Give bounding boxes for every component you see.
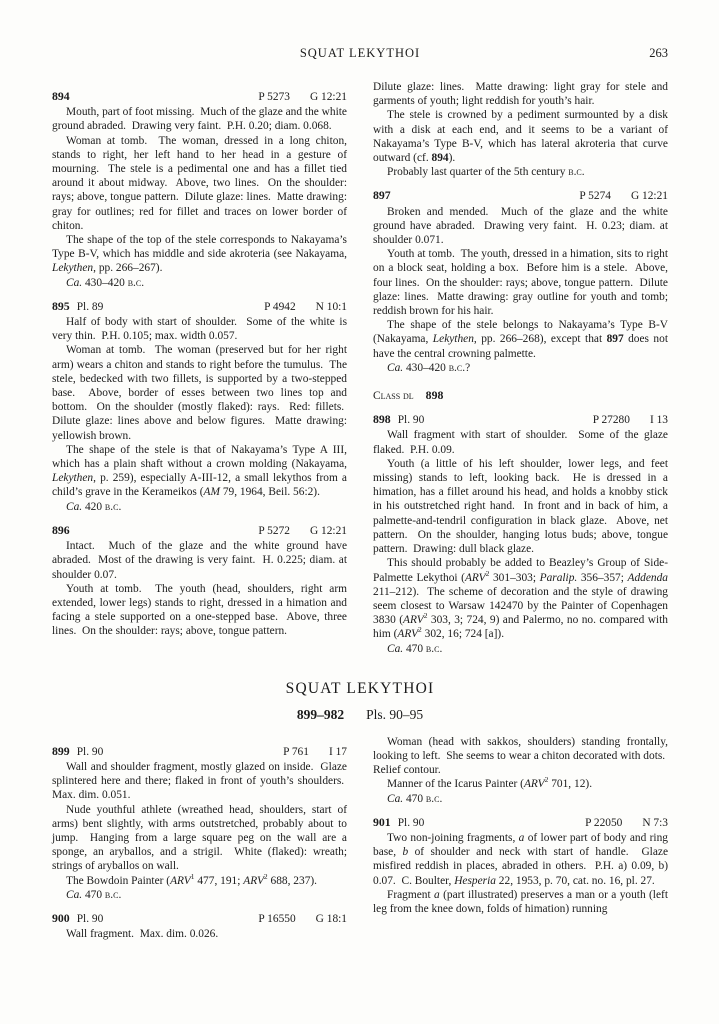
entry-paragraph: The Bowdoin Painter (ARV$^1$ 477, 191; ARV$^2$ 688, 237). xyxy=(66,871,318,887)
entry-header-right xyxy=(585,816,668,830)
grid-reference: G 12:21 xyxy=(309,91,347,103)
entry-paragraph: This should probably be added to Beazley’s Group of Side-Palmette Lekythoi (ARV$^2$ 301–303; Paralip. 356–357; Addenda 211–212). The scheme of decoration and the style of drawing seem closest to Warsaw 142470 by the Painter of Copenhagen 3830 (ARV$^2$ 303, 3; 724, 9) and Palermo, no no. compared with him (ARV$^2$ 302, 16; 724 [a]). xyxy=(373,557,668,641)
entry-paragraph: Intact. Much of the glaze and the white ground have abraded. Most of the drawing is very faint. H. 0.225; diam. at shoulder 0.07. xyxy=(52,540,347,581)
catalog-number: 897 xyxy=(373,188,391,203)
inventory-number: P 761 xyxy=(283,745,309,758)
entry-paragraph: Dilute glaze: lines. Matte drawing: light gray for stele and garments of youth; light reddish for youth’s hair. xyxy=(373,81,668,108)
inventory-number: P 5272 xyxy=(258,524,290,537)
entry-header-left xyxy=(52,89,70,104)
top-left-column xyxy=(52,80,347,639)
entry-header-left xyxy=(52,523,70,538)
entry-paragraph: Youth at tomb. The youth, dressed in a himation, sits to right on a block seat, holding a box. Before him is a stele. Above, four lines. On the shoulder: rays; above, tongue pattern. Dilute glaze: lines. Matte drawing: gray outline for youth and tomb; reddish brown for his hair. xyxy=(373,248,668,318)
entry-paragraph: Wall fragment. Max. dim. 0.026. xyxy=(66,928,219,941)
entry-header-right xyxy=(283,745,347,759)
entry-paragraph: Woman (head with sakkos, shoulders) standing frontally, looking to left. She seems to wear a chiton decorated with dots. Relief contour. xyxy=(373,735,668,777)
entry-paragraph: Ca. 470 b.c. xyxy=(387,792,443,805)
class-label: Class dl xyxy=(373,390,414,403)
entry-header-left xyxy=(373,412,424,427)
grid-reference: G 12:21 xyxy=(630,190,668,203)
running-head-title: SQUAT LEKYTHOI xyxy=(299,46,421,60)
entry-header-left xyxy=(373,815,424,830)
class-number: 898 xyxy=(425,388,444,403)
class-header xyxy=(373,388,668,403)
grid-reference: I 13 xyxy=(649,414,668,427)
entry-header-901 xyxy=(373,815,668,830)
catalog-number: 894 xyxy=(52,89,70,103)
running-head xyxy=(52,46,668,62)
grid-reference: N 10:1 xyxy=(315,300,347,313)
entry-paragraph: Woman at tomb. The woman, dressed in a long chiton, stands to right, her left hand to her head in a gesture of mourning. The stele is a pedimental one and has a fillet tied around it about midway. Above, two lines. On the shoulder: rays; above, tongue pattern. Dilute glaze: lines. Matte drawing: gray for outlines; red for fillet and traces on lower border of chiton. xyxy=(52,134,347,232)
section-subtitle xyxy=(52,707,668,723)
entry-paragraph: The shape of the stele belongs to Nakayama’s Type B-V (Nakayama, Lekythen, pp. 266–268), except that 897 does not have the central crowning palmette. xyxy=(373,319,668,360)
entry-header-left xyxy=(52,744,103,759)
section-heading xyxy=(52,680,668,723)
grid-reference: I 17 xyxy=(328,745,347,758)
section-title: SQUAT LEKYTHOI xyxy=(285,679,435,697)
entry-header-895 xyxy=(52,299,347,314)
entry-paragraph: Two non-joining fragments, a of lower part of body and ring base, b of shoulder and neck with start of handle. Glaze misfired reddish in places, abraded in others. P.H. a) 0.09, b) 0.07. C. Boulter, Hesperia 22, 1953, p. 70, cat. no. 16, pl. 27. xyxy=(373,831,669,887)
catalog-bottom-section xyxy=(52,735,668,942)
grid-reference: G 18:1 xyxy=(315,912,347,925)
entry-paragraph: Youth at tomb. The youth (head, shoulders, right arm extended, lower legs) stands to right, dressed in a himation and facing a stele supported on a one-stepped base. Above, three lines. On the shoulder: rays; above, tongue pattern. xyxy=(52,582,347,638)
catalog-number: 898 xyxy=(373,412,391,427)
entry-paragraph: Ca. 430–420 b.c.? xyxy=(387,361,471,374)
entry-paragraph: Mouth, part of foot missing. Much of the glaze and the white ground abraded. Drawing very faint. P.H. 0.20; diam. 0.068. xyxy=(52,106,347,133)
entry-paragraph: Wall fragment with start of shoulder. Some of the glaze flaked. P.H. 0.09. xyxy=(373,429,668,456)
entry-paragraph: Manner of the Icarus Painter (ARV$^2$ 701, 12). xyxy=(387,775,593,791)
plate-reference: Pl. 89 xyxy=(76,300,104,313)
page-number: 263 xyxy=(649,46,668,60)
grid-reference: N 7:3 xyxy=(642,816,668,829)
plate-reference: Pl. 90 xyxy=(76,745,104,758)
entry-paragraph: Youth (a little of his left shoulder, lower legs, and feet missing) stands to left, looking back. He is dressed in a himation, has a fillet around his head, and holds a knobby stick in his outstretched right hand. In front and in back of him, a palmette-and-tendril configuration in black glaze. Above, net pattern. On the shoulder, hanging lotus buds; above, tongue pattern. Drawing: dull black glaze. xyxy=(373,457,668,556)
entry-header-left xyxy=(373,188,391,203)
section-plates: Pls. 90–95 xyxy=(366,706,424,722)
catalog-number: 895 xyxy=(52,298,70,313)
top-right-column xyxy=(373,80,668,656)
entry-header-900 xyxy=(52,911,347,926)
inventory-number: P 5273 xyxy=(258,91,290,103)
section-catalog-range: 899–982 xyxy=(296,706,345,722)
entry-header-right xyxy=(258,90,347,104)
entry-paragraph: Broken and mended. Much of the glaze and the white ground have abraded. Drawing very faint. H. 0.23; diam. at shoulder 0.071. xyxy=(373,205,668,247)
bottom-right-column xyxy=(373,735,668,916)
entry-paragraph: The shape of the stele is that of Nakayama’s Type A III, which has a plain shaft without a crown molding (Nakayama, Lekythen, p. 259), especially A-III-12, a small lekythos from a child’s grave in the Kerameikos (AM 79, 1964, Beil. 56:2). xyxy=(52,443,347,499)
catalog-number: 896 xyxy=(52,522,70,537)
catalog-top-section xyxy=(52,80,668,656)
page-content xyxy=(52,46,668,941)
entry-paragraph: Probably last quarter of the 5th century b.c. xyxy=(387,166,585,179)
catalog-number: 901 xyxy=(373,814,391,829)
bottom-left-column xyxy=(52,735,347,942)
plate-reference: Pl. 90 xyxy=(397,414,425,427)
inventory-number: P 22050 xyxy=(585,816,623,829)
entry-paragraph: The shape of the top of the stele corresponds to Nakayama’s Type B-V, which has middle and side akroteria (see Nakayama, Lekythen, pp. 266–267). xyxy=(52,234,347,275)
entry-paragraph: Fragment a (part illustrated) preserves a man or a youth (left leg from the knee down, folds of himation) running xyxy=(373,888,668,915)
entry-header-left xyxy=(52,299,103,314)
entry-header-right xyxy=(258,524,347,538)
entry-header-right xyxy=(593,413,668,427)
catalog-number: 899 xyxy=(52,743,70,758)
inventory-number: P 5274 xyxy=(579,190,611,203)
entry-paragraph: Half of body with start of shoulder. Some of the white is very thin. P.H. 0.105; max. width 0.057. xyxy=(52,316,347,343)
entry-header-898 xyxy=(373,412,668,427)
entry-paragraph: The stele is crowned by a pediment surmounted by a disk with a disk at each end, and it seems to be a variant of Nakayama’s Type B-V, which has lateral akroteria that curve outward (cf. 894). xyxy=(373,109,668,165)
entry-header-896 xyxy=(52,523,347,538)
entry-header-right xyxy=(264,300,347,314)
plate-reference: Pl. 90 xyxy=(76,912,104,925)
inventory-number: P 27280 xyxy=(592,414,630,427)
entry-paragraph: Nude youthful athlete (wreathed head, shoulders, start of arms) bent slightly, with arms outstretched, probably about to jump. Hanging from a large square peg on the wall are a sponge, an aryballos, and a strigil. White (flaked): wreath; strings of aryballos on wall. xyxy=(52,803,347,873)
entry-header-right xyxy=(258,912,347,926)
grid-reference: G 12:21 xyxy=(309,524,347,537)
inventory-number: P 4942 xyxy=(264,300,296,313)
entry-paragraph: Ca. 470 b.c. xyxy=(66,888,122,901)
entry-header-right xyxy=(579,189,668,203)
entry-header-899 xyxy=(52,744,347,759)
inventory-number: P 16550 xyxy=(258,912,296,925)
entry-paragraph: Ca. 420 b.c. xyxy=(66,500,122,513)
entry-paragraph: Ca. 430–420 b.c. xyxy=(66,276,145,289)
entry-header-894 xyxy=(52,89,347,104)
entry-paragraph: Ca. 470 b.c. xyxy=(387,642,443,655)
entry-paragraph: Woman at tomb. The woman (preserved but for her right arm) wears a chiton and stands to right before the tumulus. The stele, bedecked with two fillets, is supported by a two-stepped base. Above, border of esses between two lines top and bottom. On the shoulder (mostly flaked): rays. Red: fillets. Dilute glaze: lines above and below figures. Matte drawing: yellowish brown. xyxy=(52,344,347,442)
catalog-number: 900 xyxy=(52,910,70,925)
entry-paragraph: Wall and shoulder fragment, mostly glazed on inside. Glaze splintered here and there; flaked in front of youth’s shoulders. Max. dim. 0.051. xyxy=(52,760,347,802)
plate-reference: Pl. 90 xyxy=(397,816,425,829)
entry-header-left xyxy=(52,911,103,926)
entry-header-897 xyxy=(373,188,668,203)
